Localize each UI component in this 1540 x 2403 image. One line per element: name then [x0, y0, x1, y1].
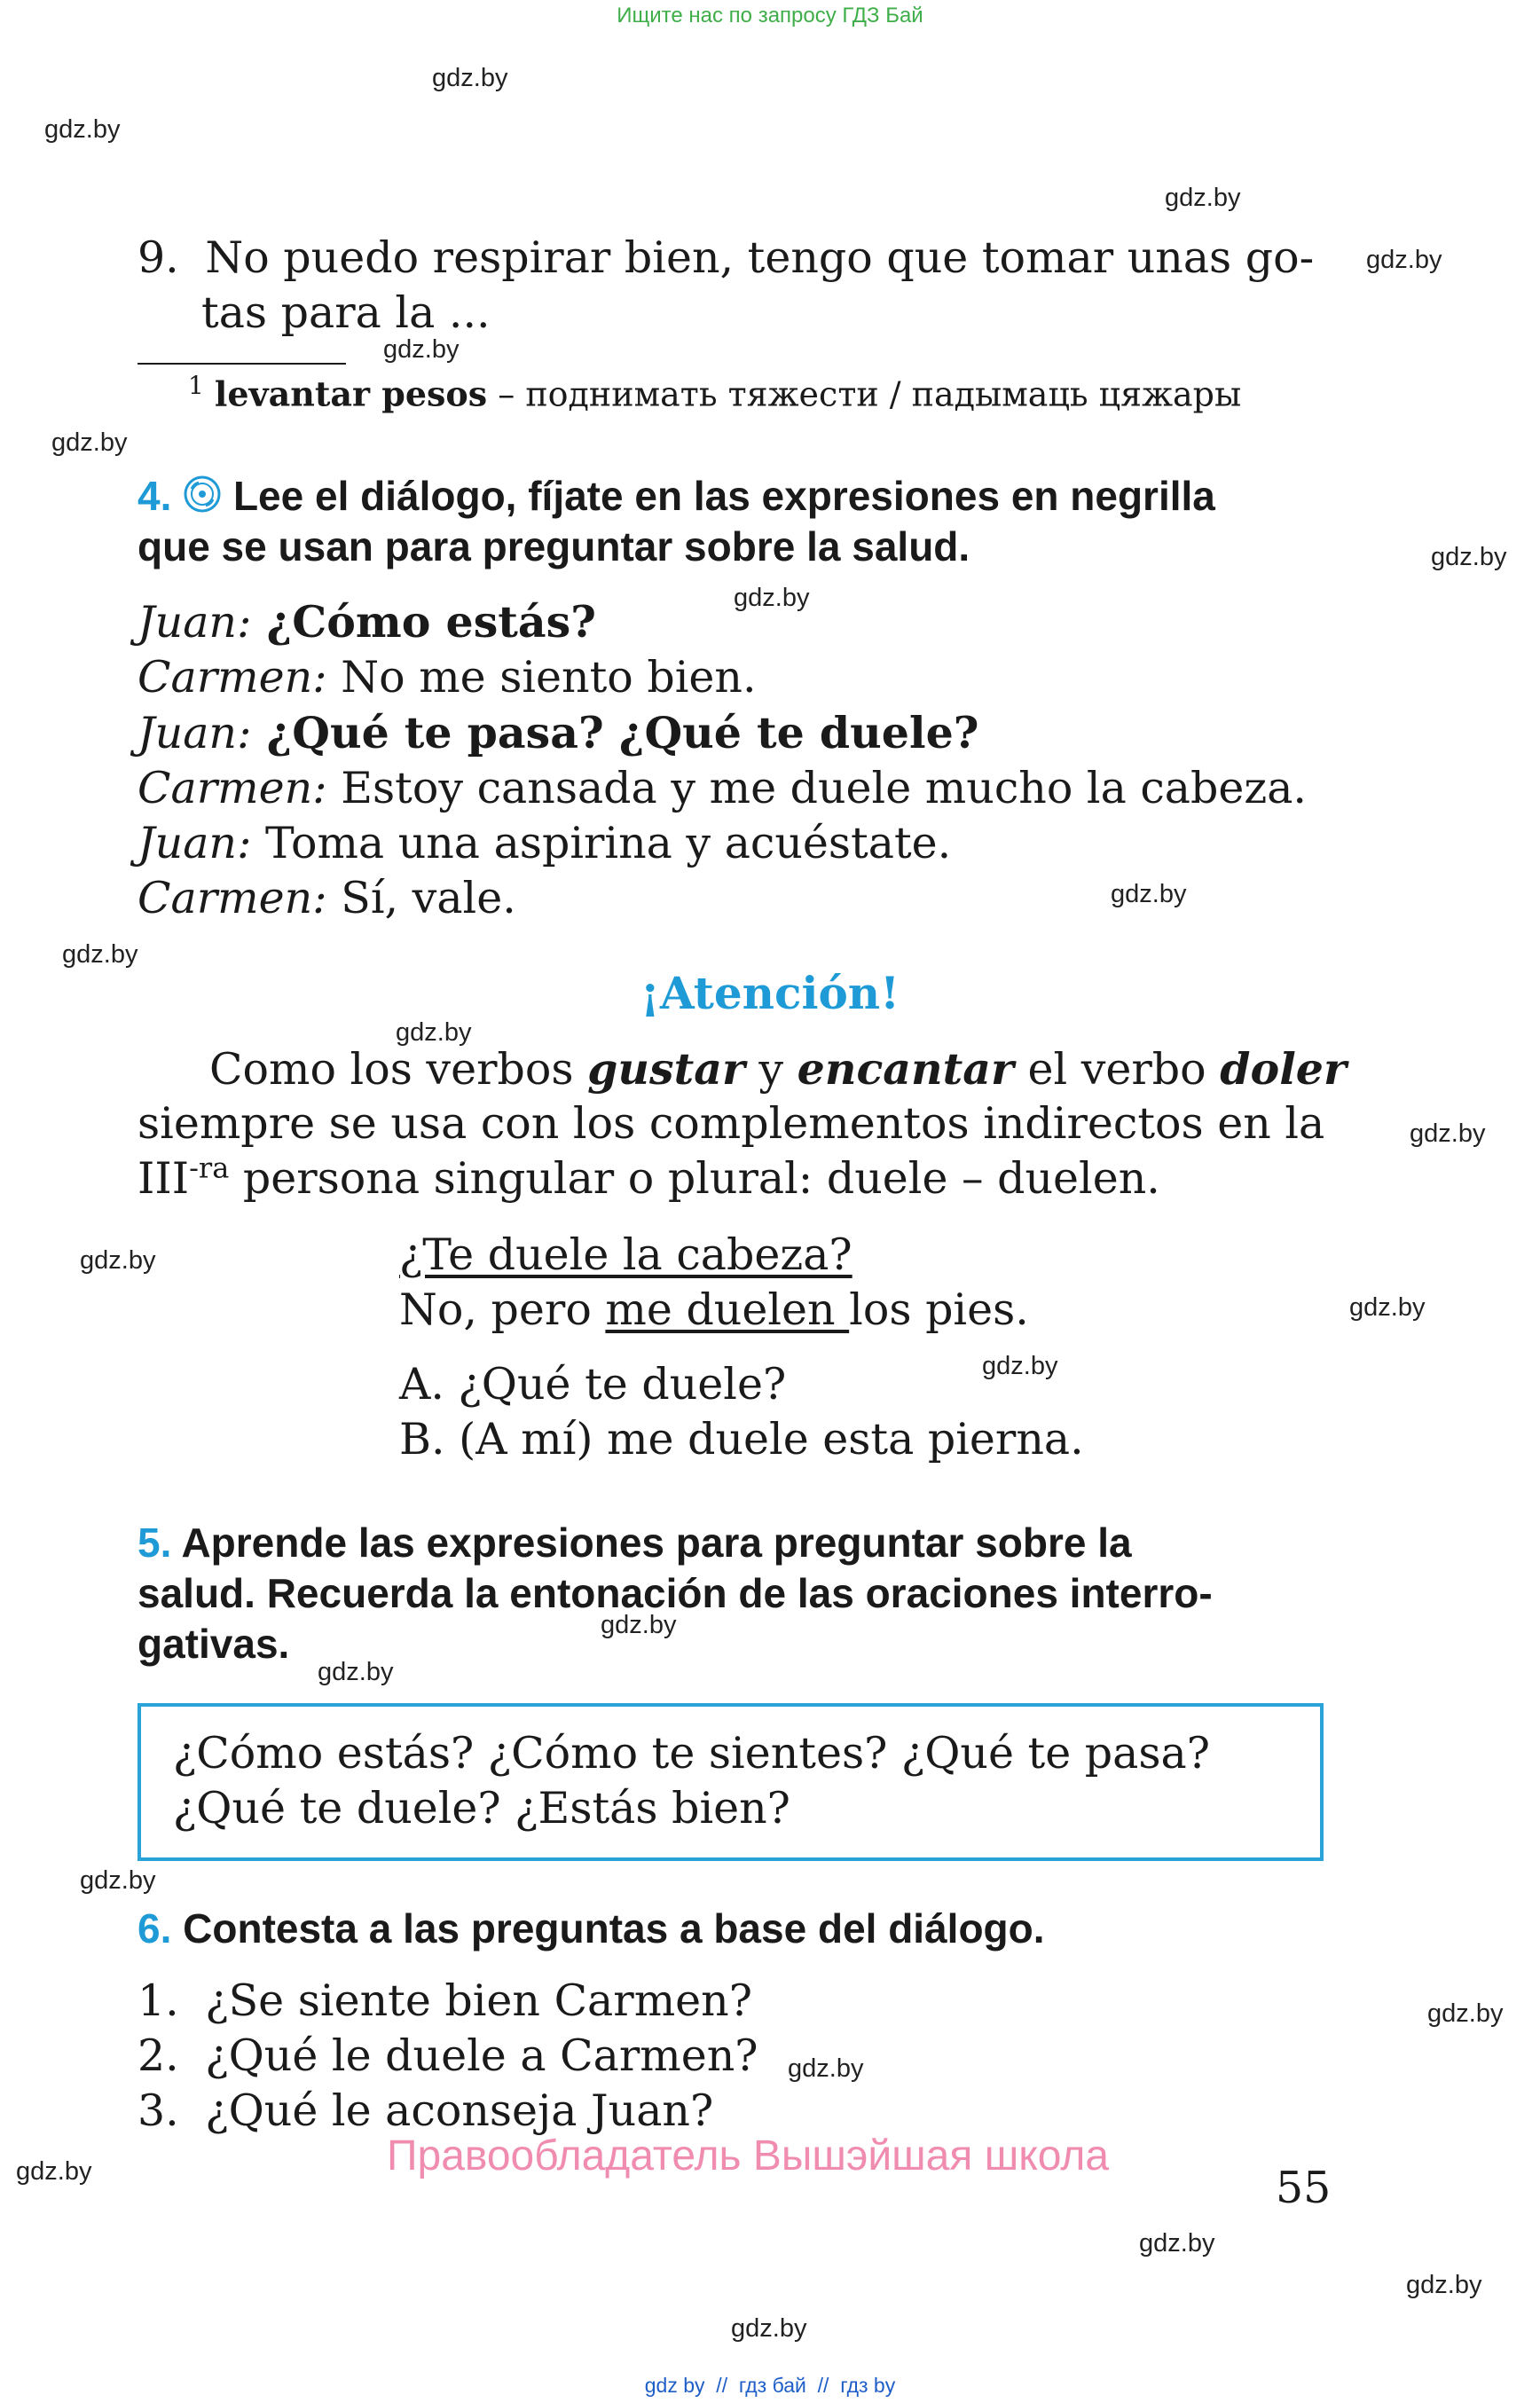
footnote-translation: – поднимать тяжести / падымаць цяжары [487, 374, 1242, 414]
watermark: gdz.by [1427, 1999, 1504, 2028]
expressions-box-content [173, 1726, 1291, 1836]
atencion-text: y [744, 1044, 798, 1095]
watermark: gdz.by [62, 940, 138, 969]
exercise-5-number: 5. [138, 1520, 172, 1566]
watermark: gdz.by [601, 1611, 677, 1639]
watermark: gdz.by [44, 115, 121, 144]
question-item [138, 1974, 758, 2029]
question-item [138, 2029, 758, 2084]
question-list [138, 1974, 758, 2139]
atencion-text: III [138, 1153, 190, 1204]
example-text: los pies. [849, 1284, 1029, 1335]
verb-gustar: gustar [587, 1043, 745, 1095]
example-text: No, pero [399, 1284, 606, 1335]
watermark: gdz.by [1366, 246, 1442, 274]
expressions-line: ¿Qué te duele? ¿Estás bien? [173, 1783, 790, 1834]
dialogue-text: ¿Qué te pasa? ¿Qué te duele? [251, 707, 979, 758]
dialogue-speaker: Juan: [138, 708, 252, 758]
dialogue-text: No me siento bien. [326, 652, 757, 703]
page-number: 55 [1276, 2163, 1332, 2213]
top-banner: Ищите нас по запросу ГДЗ Бай [617, 4, 923, 27]
dialogue [138, 594, 1307, 926]
footnote-rule [138, 363, 346, 365]
question-text: ¿Se siente bien Carmen? [205, 1975, 752, 2026]
example-underlined: me duelen [605, 1284, 850, 1335]
question-text: ¿Qué le duele a Carmen? [205, 2030, 758, 2081]
watermark: gdz.by [1431, 543, 1507, 571]
footnote-mark: 1 [188, 371, 204, 400]
watermark: gdz.by [1410, 1119, 1486, 1148]
dialogue-text: Toma una aspirina y acuéstate. [251, 818, 952, 868]
atencion-title: ¡Atención! [640, 967, 900, 1019]
watermark: gdz.by [318, 1658, 394, 1686]
watermark: gdz.by [788, 2054, 864, 2083]
dialogue-text: ¿Cómo estás? [251, 596, 596, 648]
atencion-para-line1 [209, 1041, 1347, 1097]
cd-icon [183, 475, 222, 525]
verb-encantar: encantar [797, 1043, 1014, 1095]
watermark: gdz.by [1139, 2229, 1215, 2258]
exercise-4-title-line1: Lee el diálogo, fíjate en las expresiones en negrilla [232, 473, 1215, 519]
example-line [399, 1283, 1029, 1338]
dialogue-text: Estoy cansada y me duele mucho la cabeza. [326, 763, 1307, 813]
watermark: gdz.by [383, 335, 460, 364]
atencion-superscript: -ra [189, 1150, 230, 1185]
atencion-para-line3 [138, 1151, 1160, 1206]
watermark: gdz.by [396, 1018, 472, 1047]
dialogue-line [138, 871, 1307, 926]
exercise-5-text: Aprende las expresiones para preguntar sobre la [181, 1520, 1132, 1566]
watermark: gdz.by [731, 2314, 807, 2343]
dialogue-speaker: Carmen: [138, 873, 327, 923]
example-line [399, 1228, 852, 1283]
bottom-links[interactable]: gdz by // гдз бай // гдз by [644, 2374, 896, 2397]
watermark: gdz.by [1165, 184, 1241, 212]
exercise-6-heading [138, 1904, 1045, 1954]
item-9-text: No puedo respirar bien, tengo que tomar unas go- [205, 232, 1315, 283]
dialogue-speaker: Carmen: [138, 763, 327, 813]
exercise-5-line: gativas. [138, 1621, 290, 1667]
item-9-line2: tas para la ... [201, 287, 491, 338]
footnote-term: levantar pesos [214, 373, 488, 414]
atencion-para-line2: siempre se usa con los complementos indirectos en la [138, 1098, 1325, 1149]
question-item [138, 2084, 758, 2139]
footnote [188, 371, 1241, 414]
exercise-5-line [138, 1518, 1322, 1568]
exercise-4-heading [138, 471, 1215, 525]
watermark: gdz.by [80, 1246, 156, 1275]
example-line: B. (A mí) me duele esta pierna. [399, 1414, 1084, 1465]
question-text: ¿Qué le aconseja Juan? [205, 2085, 714, 2136]
dialogue-speaker: Juan: [138, 597, 252, 648]
exercise-4-number: 4. [138, 473, 172, 519]
dialogue-speaker: Carmen: [138, 652, 327, 703]
dialogue-line [138, 650, 1307, 705]
expressions-box [138, 1703, 1324, 1861]
watermark: gdz.by [734, 584, 810, 612]
example-underlined: ¿Te duele la cabeza? [399, 1229, 852, 1280]
exercise-4-title-line2: que se usan para preguntar sobre la salud. [138, 523, 970, 569]
watermark: gdz.by [51, 428, 128, 457]
exercise-5-heading [138, 1518, 1322, 1669]
watermark: gdz.by [16, 2157, 92, 2186]
watermark: gdz.by [80, 1866, 156, 1895]
question-number: 1. [138, 1975, 179, 2026]
watermark: gdz.by [1349, 1293, 1426, 1322]
question-number: 3. [138, 2085, 179, 2136]
dialogue-speaker: Juan: [138, 818, 252, 868]
watermark: gdz.by [432, 64, 508, 92]
atencion-text: el verbo [1013, 1044, 1221, 1095]
exercise-6-number: 6. [138, 1905, 172, 1951]
question-number: 2. [138, 2030, 179, 2081]
watermark: gdz.by [1111, 880, 1187, 908]
dialogue-line [138, 816, 1307, 871]
atencion-text: persona singular o plural: duele – duelen. [229, 1153, 1160, 1204]
dialogue-line [138, 594, 1307, 650]
watermark: gdz.by [1406, 2271, 1482, 2299]
example-line: A. ¿Qué te duele? [399, 1359, 787, 1410]
exercise-6-title: Contesta a las preguntas a base del diálogo. [183, 1905, 1045, 1951]
atencion-text: Como los verbos [209, 1044, 588, 1095]
dialogue-text: Sí, vale. [326, 873, 516, 923]
watermark: gdz.by [982, 1352, 1058, 1380]
verb-doler: doler [1220, 1043, 1347, 1095]
dialogue-line [138, 705, 1307, 761]
item-9-line1 [138, 231, 1314, 286]
copyright-notice: Правообладатель Вышэйшая школа [387, 2132, 1110, 2179]
exercise-5-line: salud. Recuerda la entonación de las oraciones interro- [138, 1570, 1213, 1616]
expressions-line: ¿Cómo estás? ¿Cómo te sientes? ¿Qué te pasa? [173, 1728, 1211, 1779]
dialogue-line [138, 761, 1307, 816]
item-9-number: 9. [138, 232, 179, 283]
